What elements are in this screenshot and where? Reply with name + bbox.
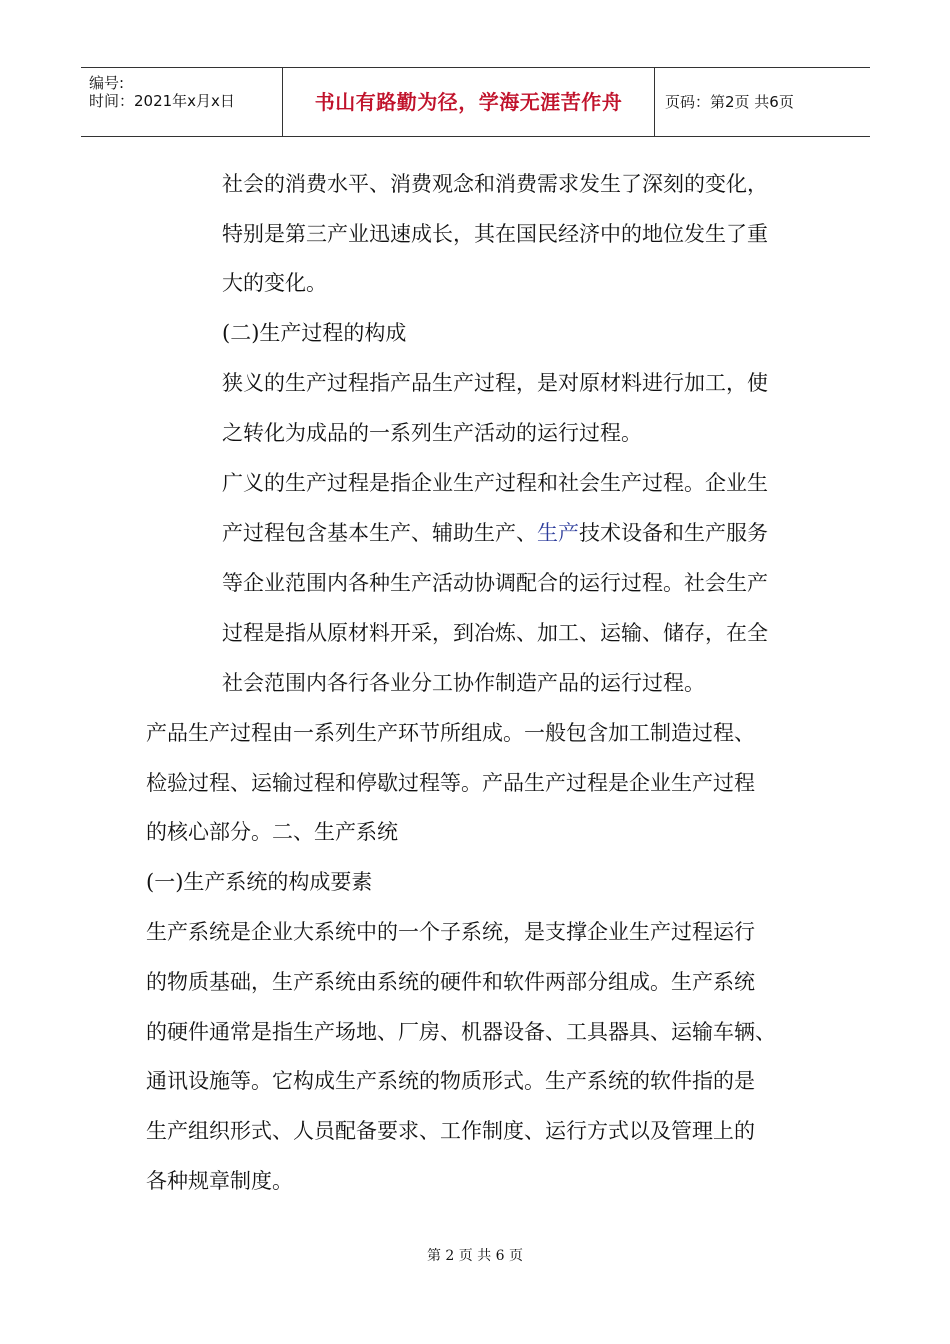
section-heading: (二)生产过程的构成 [222,321,407,345]
body-line: 产品生产过程由一系列生产环节所组成。一般包含加工制造过程、 [146,721,755,745]
header-motto: 书山有路勤为径，学海无涯苦作舟 [314,90,623,114]
page-header [81,67,870,137]
body-line: 广义的生产过程是指企业生产过程和社会生产过程。企业生 [222,471,768,495]
body-line: 狭义的生产过程指产品生产过程，是对原材料进行加工，使 [222,371,768,395]
header-meta-cell [81,68,283,136]
page-footer: 第 2 页 共 6 页 [426,1248,524,1264]
section-heading: (一)生产系统的构成要素 [146,870,373,894]
body-line: 等企业范围内各种生产活动协调配合的运行过程。社会生产 [222,571,768,595]
body-line: 社会的消费水平、消费观念和消费需求发生了深刻的变化， [222,172,768,196]
body-line: 特别是第三产业迅速成长，其在国民经济中的地位发生了重 [222,222,768,246]
body-line: 生产系统是企业大系统中的一个子系统，是支撑企业生产过程运行 [146,920,755,944]
body-line: 检验过程、运输过程和停歇过程等。产品生产过程是企业生产过程 [146,771,755,795]
header-page-cell [655,68,870,136]
body-line: 社会范围内各行各业分工协作制造产品的运行过程。 [222,671,705,695]
body-line: 的硬件通常是指生产场地、厂房、机器设备、工具器具、运输车辆、 [146,1020,776,1044]
body-line: 的物质基础，生产系统由系统的硬件和软件两部分组成。生产系统 [146,970,755,994]
body-line: 之转化为成品的一系列生产活动的运行过程。 [222,421,642,445]
body-line: 各种规章制度。 [146,1169,293,1193]
document-number-label: 编号: [89,74,125,92]
document-time-label: 时间：2021年x月x日 [89,92,235,110]
production-link[interactable]: 生产 [537,521,579,545]
header-motto-cell [283,68,655,136]
body-line: 过程是指从原材料开采，到冶炼、加工、运输、储存，在全 [222,621,768,645]
body-line-part: 技术设备和生产服务 [579,521,768,545]
body-line: 通讯设施等。它构成生产系统的物质形式。生产系统的软件指的是 [146,1069,755,1093]
body-line [222,518,768,548]
body-line: 的核心部分。二、生产系统 [146,820,398,844]
body-line: 大的变化。 [222,271,327,295]
header-page-info: 页码：第2页 共6页 [665,93,794,111]
body-line-part: 产过程包含基本生产、辅助生产、 [222,521,537,545]
body-line: 生产组织形式、人员配备要求、工作制度、运行方式以及管理上的 [146,1119,755,1143]
